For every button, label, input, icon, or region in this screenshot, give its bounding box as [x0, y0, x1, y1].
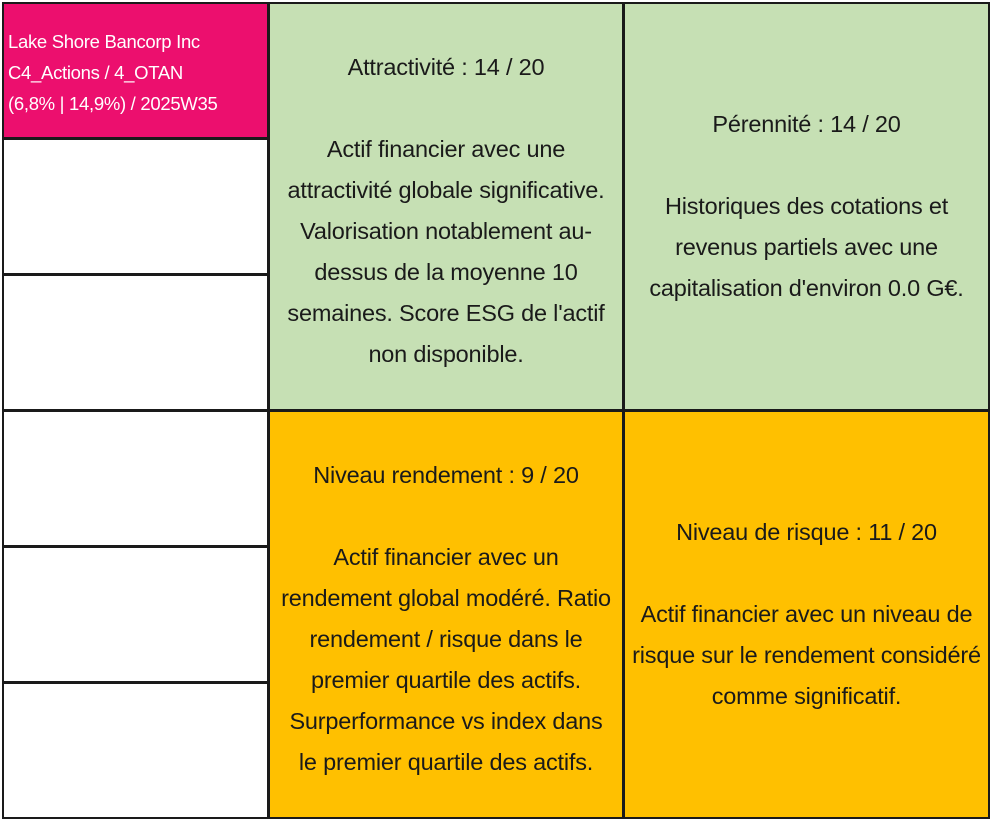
asset-stats: (6,8% | 14,9%) / 2025W35 — [8, 93, 218, 114]
perennite-title: Pérennité : 14 / 20 — [712, 111, 901, 137]
attractivite-title: Attractivité : 14 / 20 — [347, 54, 545, 80]
perennite-description: Historiques des cotations et revenus partiels avec une capitalisation d'environ 0.0 G€. — [649, 193, 964, 301]
empty-cell — [2, 546, 269, 683]
empty-cell — [2, 410, 269, 547]
perennite-card — [623, 2, 990, 411]
risque-card — [623, 410, 990, 819]
empty-cell — [2, 274, 269, 411]
asset-header — [2, 2, 269, 139]
score-grid — [2, 2, 989, 824]
attractivite-description: Actif financier avec une attractivité globale significative. Valorisation notablement au-dessus de la moyenne 10 semaines. Score ESG de l'actif non disponible. — [287, 136, 605, 367]
rendement-card — [268, 410, 624, 819]
empty-cell — [2, 682, 269, 819]
rendement-description: Actif financier avec un rendement global modéré. Ratio rendement / risque dans le premier quartile des actifs. Surperformance vs index dans le premier quartile des actifs. — [281, 544, 611, 775]
empty-cell — [2, 138, 269, 275]
risque-description: Actif financier avec un niveau de risque sur le rendement considéré comme significatif. — [632, 601, 981, 709]
asset-category: C4_Actions / 4_OTAN — [8, 62, 183, 83]
company-name: Lake Shore Bancorp Inc — [8, 31, 200, 52]
risque-title: Niveau de risque : 11 / 20 — [676, 519, 937, 545]
attractivite-card — [268, 2, 624, 411]
rendement-title: Niveau rendement : 9 / 20 — [313, 462, 579, 488]
